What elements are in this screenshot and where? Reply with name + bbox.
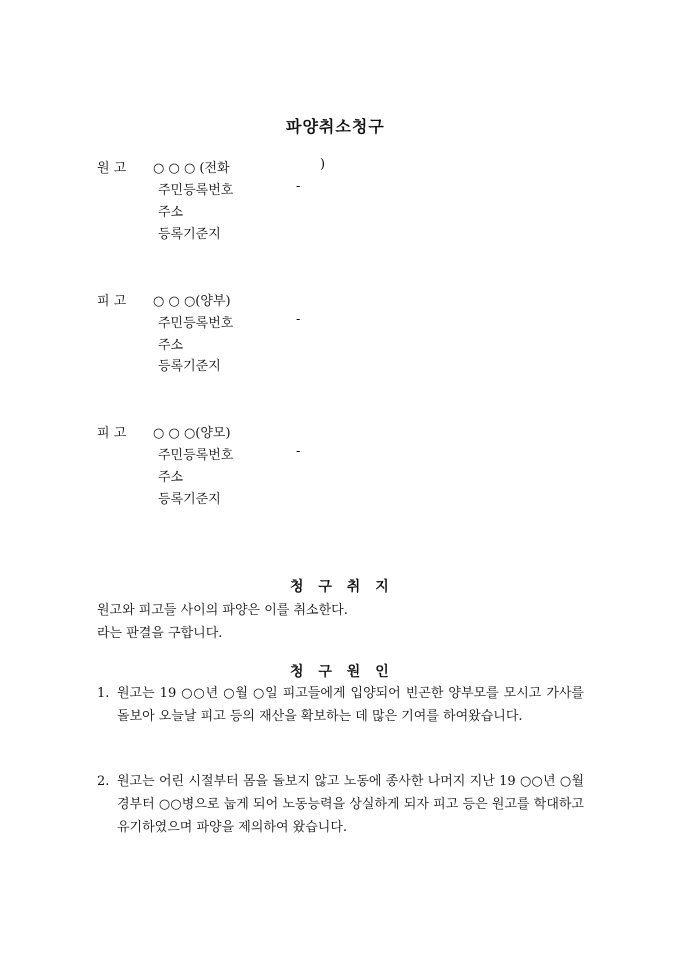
document-title: 파양취소청구 xyxy=(286,117,385,136)
claim-purpose-line-2: 라는 판결을 구합니다. xyxy=(97,626,223,641)
claim-cause-item-text: 원고는 19 ○○년 ○월 ○일 피고들에게 입양되어 빈곤한 양부모를 모시고 가사를 돌보아 오늘날 피고 등의 재산을 확보하는 데 많은 기여를 하여왔습니다. xyxy=(117,686,584,724)
defendant2-address-label: 주소 xyxy=(158,470,184,485)
plaintiff-registry-label: 등록기준지 xyxy=(158,227,221,242)
defendant1-name: ○ ○ ○(양부) xyxy=(153,294,231,309)
plaintiff-role: 원 고 xyxy=(97,161,127,176)
plaintiff-address-label: 주소 xyxy=(158,205,184,220)
plaintiff-name: ○ ○ ○ (전화 xyxy=(153,161,230,176)
defendant2-name: ○ ○ ○(양모) xyxy=(153,426,231,441)
claim-cause-item-number: 2. xyxy=(97,774,110,789)
claim-purpose-heading: 청 구 취 지 xyxy=(290,579,394,595)
defendant2-registry-label: 등록기준지 xyxy=(158,492,221,507)
defendant2-id-label: 주민등록번호 xyxy=(158,448,234,463)
claim-cause-item-number: 1. xyxy=(97,686,110,701)
claim-cause-item-1 xyxy=(97,682,584,728)
plaintiff-id-value: - xyxy=(296,179,301,194)
defendant1-registry-label: 등록기준지 xyxy=(158,359,221,374)
defendant1-role: 피 고 xyxy=(97,294,127,309)
defendant2-role: 피 고 xyxy=(97,426,127,441)
defendant1-id-label: 주민등록번호 xyxy=(158,316,234,331)
claim-cause-heading: 청 구 원 인 xyxy=(290,664,394,680)
defendant2-id-value: - xyxy=(296,444,301,459)
claim-purpose-line-1: 원고와 피고들 사이의 파양은 이를 취소한다. xyxy=(97,603,348,618)
plaintiff-phone-close: ) xyxy=(320,157,326,172)
claim-cause-item-text: 원고는 어린 시절부터 몸을 돌보지 않고 노동에 종사한 나머지 지난 19 ○○년 ○월경부터 ○○병으로 눕게 되어 노동능력을 상실하게 되자 피고 등은 원고를 학대하고 유기하였으며 파양을 제의하여 왔습니다. xyxy=(117,774,584,835)
plaintiff-id-label: 주민등록번호 xyxy=(158,183,234,198)
claim-cause-item-2 xyxy=(97,770,584,839)
defendant1-id-value: - xyxy=(296,312,301,327)
defendant1-address-label: 주소 xyxy=(158,338,184,353)
